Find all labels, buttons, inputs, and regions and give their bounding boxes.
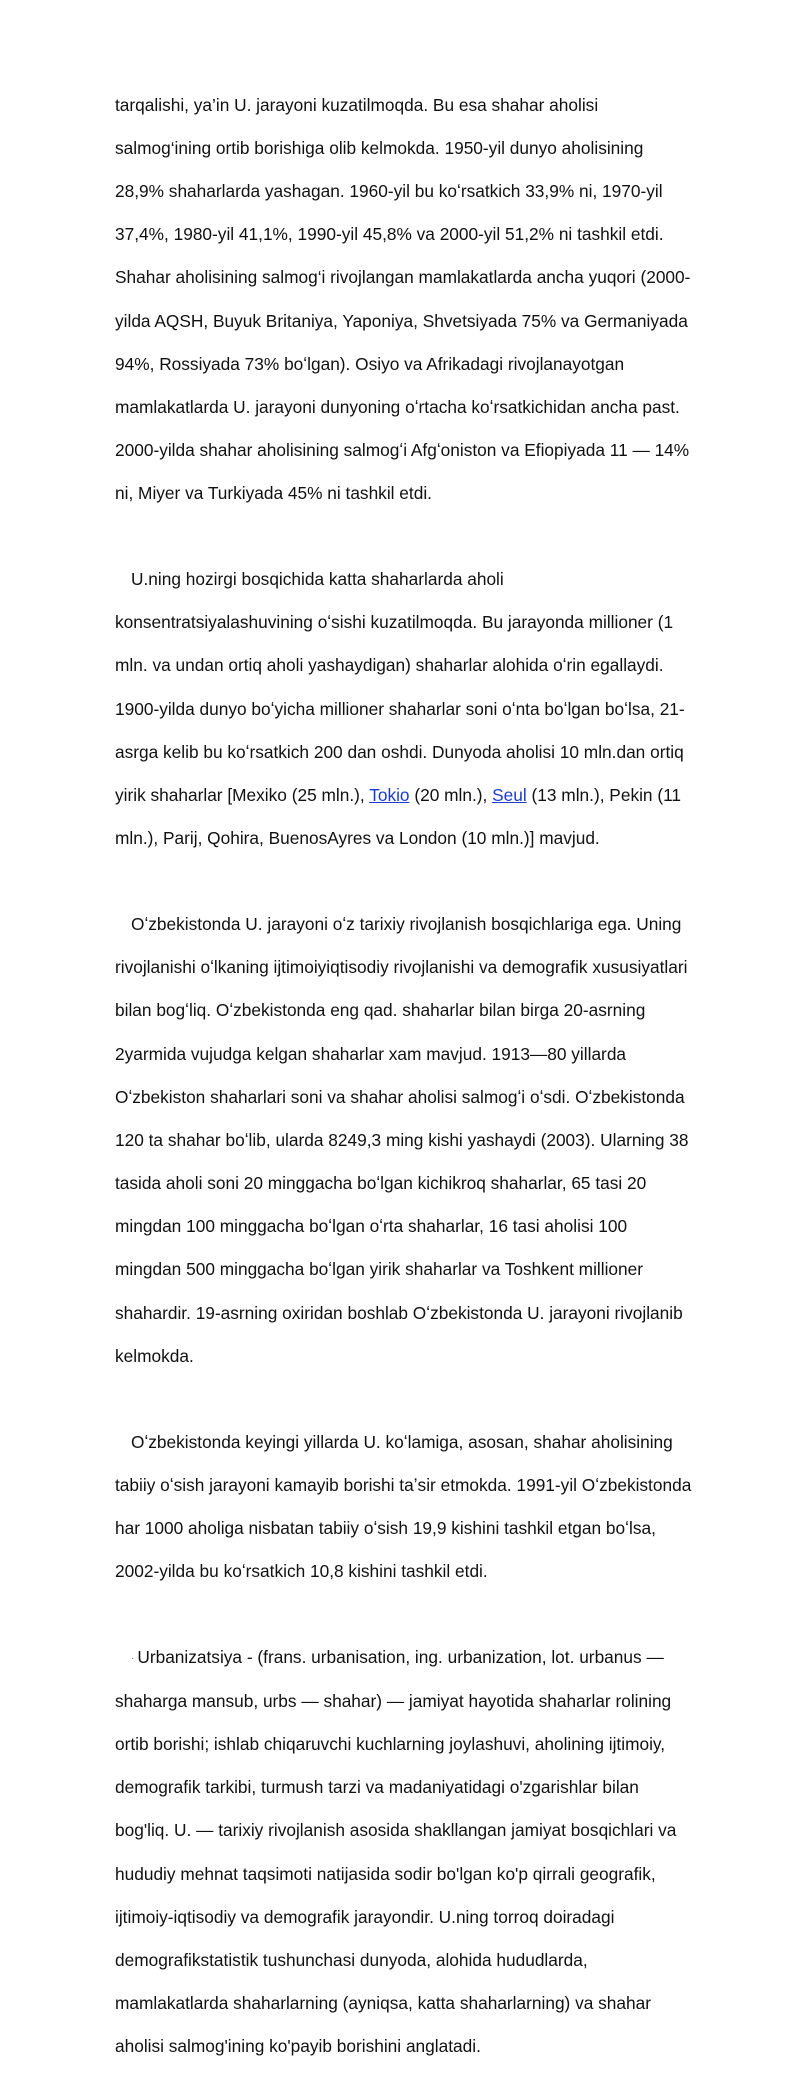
text-line: mamlakatlarda shaharlarning (ayniqsa, katta shaharlarning) va shahar bbox=[115, 1993, 652, 2014]
text-line: kelmokda. bbox=[115, 1345, 194, 1366]
text-line: 2000-yilda shahar aholisining salmogʻi Afgʻoniston va Efiopiyada 11 — 14% bbox=[115, 440, 690, 461]
text-line: ijtimoiy-iqtisodiy va demografik jarayondir. U.ning torroq doiradagi bbox=[115, 1906, 615, 1927]
paragraph-millionaire-cities bbox=[115, 547, 755, 871]
text-line: asrga kelib bu koʻrsatkich 200 dan oshdi. Dunyoda aholisi 10 mln.dan ortiq bbox=[115, 741, 684, 762]
text-line: 28,9% shaharlarda yashagan. 1960-yil bu koʻrsatkich 33,9% ni, 1970-yil bbox=[115, 180, 663, 201]
text-span: (13 mln.), Pekin (11 bbox=[526, 785, 682, 805]
paragraph-natural-growth bbox=[115, 1410, 755, 1604]
text-line: U.ning hozirgi bosqichida katta shaharlarda aholi bbox=[131, 569, 504, 590]
text-line: shaharga mansub, urbs — shahar) — jamiyat hayotida shaharlar rolining bbox=[115, 1690, 672, 1711]
text-line: tarqalishi, ya’in U. jarayoni kuzatilmoqda. Bu esa shahar aholisi bbox=[115, 94, 599, 115]
text-line bbox=[115, 1647, 755, 1669]
paragraph-urbanizatsiya-definition bbox=[115, 1625, 755, 2079]
text-line: shahardir. 19-asrning oxiridan boshlab Oʻzbekistonda U. jarayoni rivojlanib bbox=[115, 1302, 683, 1323]
paragraph-uzbekistan-history bbox=[115, 892, 755, 1389]
text-line: demografik tarkibi, turmush tarzi va madaniyatidagi o'zgarishlar bilan bbox=[115, 1777, 639, 1798]
text-line: tasida aholi soni 20 minggacha boʻlgan kichikroq shaharlar, 65 tasi 20 bbox=[115, 1173, 647, 1194]
text-span: (20 mln.), bbox=[409, 785, 493, 805]
text-line: 2002-yilda bu koʻrsatkich 10,8 kishini tashkil etdi. bbox=[115, 1561, 488, 1582]
text-line: mamlakatlarda U. jarayoni dunyoning oʻrtacha koʻrsatkichidan ancha past. bbox=[115, 396, 680, 417]
document-page bbox=[115, 73, 755, 2100]
text-line: hududiy mehnat taqsimoti natijasida sodir bo'lgan ko'p qirrali geografik, bbox=[115, 1863, 656, 1884]
text-line: tabiiy oʻsish jarayoni kamayib borishi taʼsir etmokda. 1991-yil Oʻzbekistonda bbox=[115, 1474, 692, 1495]
text-line: aholisi salmog'ining ko'payib borishini anglatadi. bbox=[115, 2036, 481, 2057]
text-line: 2yarmida vujudga kelgan shaharlar xam mavjud. 1913—80 yillarda bbox=[115, 1043, 627, 1064]
text-line: demografikstatistik tushunchasi dunyoda, alohida hududlarda, bbox=[115, 1949, 588, 1970]
text-line: bog'liq. U. — tarixiy rivojlanish asosida shakllangan jamiyat bosqichlari va bbox=[115, 1820, 677, 1841]
text-span: yirik shaharlar [Mexiko (25 mln.), bbox=[115, 785, 370, 805]
text-line: mln. va undan ortiq aholi yashaydigan) shaharlar alohida oʻrin egallaydi. bbox=[115, 655, 664, 676]
text-line: ni, Miyer va Turkiyada 45% ni tashkil etdi. bbox=[115, 483, 432, 504]
text-line: 37,4%, 1980-yil 41,1%, 1990-yil 45,8% va 2000-yil 51,2% ni tashkil etdi. bbox=[115, 224, 664, 245]
text-line: yilda AQSH, Buyuk Britaniya, Yaponiya, Shvetsiyada 75% va Germaniyada bbox=[115, 310, 688, 331]
paragraph-urbanization-growth bbox=[115, 73, 755, 526]
text-line: har 1000 aholiga nisbatan tabiiy oʻsish 19,9 kishini tashkil etgan boʻlsa, bbox=[115, 1518, 656, 1538]
text-line: mln.), Parij, Qohira, BuenosAyres va London (10 mln.)] mavjud. bbox=[115, 828, 600, 849]
text-line: salmog‘ining ortib borishiga olib kelmokda. 1950-yil dunyo aholisining bbox=[115, 137, 644, 158]
text-line: mingdan 100 minggacha boʻlgan oʻrta shaharlar, 16 tasi aholisi 100 bbox=[115, 1216, 628, 1237]
text-line: bilan bogʻliq. Oʻzbekistonda eng qad. shaharlar bilan birga 20-asrning bbox=[115, 1000, 646, 1021]
text-line: mingdan 500 minggacha boʻlgan yirik shaharlar va Toshkent millioner bbox=[115, 1259, 644, 1280]
tokio-link[interactable]: Tokio bbox=[369, 785, 410, 805]
text-span: Urbanizatsiya - (frans. urbanisation, ing. urbanization, lot. urbanus — bbox=[137, 1646, 664, 1667]
text-line: Oʻzbekistonda keyingi yillarda U. koʻlamiga, asosan, shahar aholisining bbox=[131, 1431, 673, 1452]
text-line: Oʻzbekistonda U. jarayoni oʻz tarixiy rivojlanish bosqichlariga ega. Uning bbox=[131, 913, 682, 934]
text-line: 120 ta shahar boʻlib, ularda 8249,3 ming kishi yashaydi (2003). Ularning 38 bbox=[115, 1129, 689, 1150]
text-line: Oʻzbekiston shaharlari soni va shahar aholisi salmogʻi oʻsdi. Oʻzbekistonda bbox=[115, 1086, 685, 1107]
bullet-icon: · bbox=[131, 1652, 135, 1664]
text-line: Shahar aholisining salmog‘i rivojlangan mamlakatlarda ancha yuqori (2000- bbox=[115, 267, 691, 288]
text-line: 1900-yilda dunyo boʻyicha millioner shaharlar soni oʻnta boʻlgan boʻlsa, 21- bbox=[115, 698, 685, 719]
seul-link[interactable]: Seul bbox=[492, 785, 527, 805]
text-line-with-links bbox=[115, 785, 755, 807]
text-line: rivojlanishi oʻlkaning ijtimoiyiqtisodiy rivojlanishi va demografik xususiyatlari bbox=[115, 957, 688, 978]
text-line: 94%, Rossiyada 73% boʻlgan). Osiyo va Afrikadagi rivojlanayotgan bbox=[115, 353, 625, 374]
text-line: konsentratsiyalashuvining oʻsishi kuzatilmoqda. Bu jarayonda millioner (1 bbox=[115, 612, 674, 633]
text-line: ortib borishi; ishlab chiqaruvchi kuchlarning joylashuvi, aholining ijtimoiy, bbox=[115, 1733, 666, 1754]
